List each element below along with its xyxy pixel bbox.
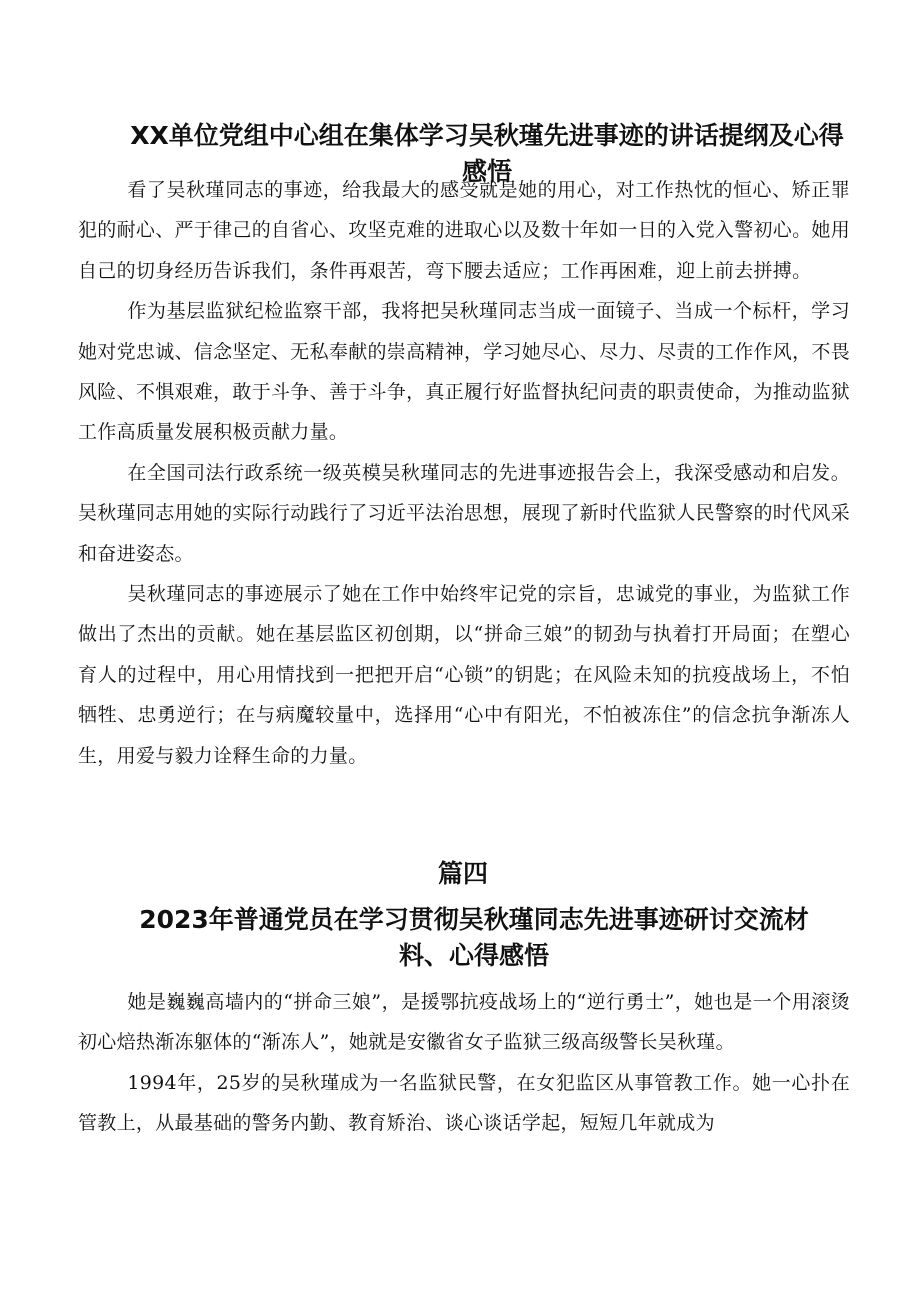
paragraph: 作为基层监狱纪检监察干部，我将把吴秋瑾同志当成一面镜子、当成一个标杆，学习她对党忠诚、信念坚定、无私奉献的崇高精神，学习她尽心、尽力、尽责的工作作风，不畏风险、不惧艰难，敢于斗争、善于斗争，真正履行好监督执纪问责的职责使命，为推动监狱工作高质量发展积极贡献力量。 — [78, 300, 851, 444]
paragraph: 1994年，25岁的吴秋瑾成为一名监狱民警，在女犯监区从事管教工作。她一心扑在管教上，从最基础的警务内勤、教育矫治、谈心谈话学起，短短几年就成为 — [78, 1071, 850, 1135]
section-label: 篇四 — [437, 859, 488, 888]
body-section-1 — [78, 170, 850, 776]
paragraph: 看了吴秋瑾同志的事迹，给我最大的感受就是她的用心，对工作热忱的恒心、矫正罪犯的耐心、严于律己的自省心、攻坚克难的进取心以及数十年如一日的入党入警初心。她用自己的切身经历告诉我们，条件再艰苦，弯下腰去适应；工作再困难，迎上前去拼搏。 — [78, 179, 851, 282]
section-title: 2023年普通党员在学习贯彻吴秋瑾同志先进事迹研讨交流材料、心得感悟 — [139, 905, 809, 970]
paragraph: 她是巍巍高墙内的“拼命三娘”，是援鄂抗疫战场上的“逆行勇士”，她也是一个用滚烫初心焙热渐冻躯体的“渐冻人”，她就是安徽省女子监狱三级高级警长吴秋瑾。 — [78, 991, 850, 1054]
body-section-2 — [78, 982, 850, 1144]
paragraph: 在全国司法行政系统一级英模吴秋瑾同志的先进事迹报告会上，我深受感动和启发。吴秋瑾同志用她的实际行动践行了习近平法治思想，展现了新时代监狱人民警察的时代风采和奋进姿态。 — [78, 461, 851, 565]
paragraph: 吴秋瑾同志的事迹展示了她在工作中始终牢记党的宗旨，忠诚党的事业，为监狱工作做出了杰出的贡献。她在基层监区初创期，以“拼命三娘”的韧劲与执着打开局面；在塑心育人的过程中，用心用情找到一把把开启“心锁”的钥匙；在风险未知的抗疫战场上，不怕牺牲、忠勇逆行；在与病魔较量中，选择用“心中有阳光，不怕被冻住”的信念抗争渐冻人生，用爱与毅力诠释生命的力量。 — [78, 583, 850, 767]
document-title: XX单位党组中心组在集体学习吴秋瑾先进事迹的讲话提纲及心得感悟 — [130, 121, 844, 186]
